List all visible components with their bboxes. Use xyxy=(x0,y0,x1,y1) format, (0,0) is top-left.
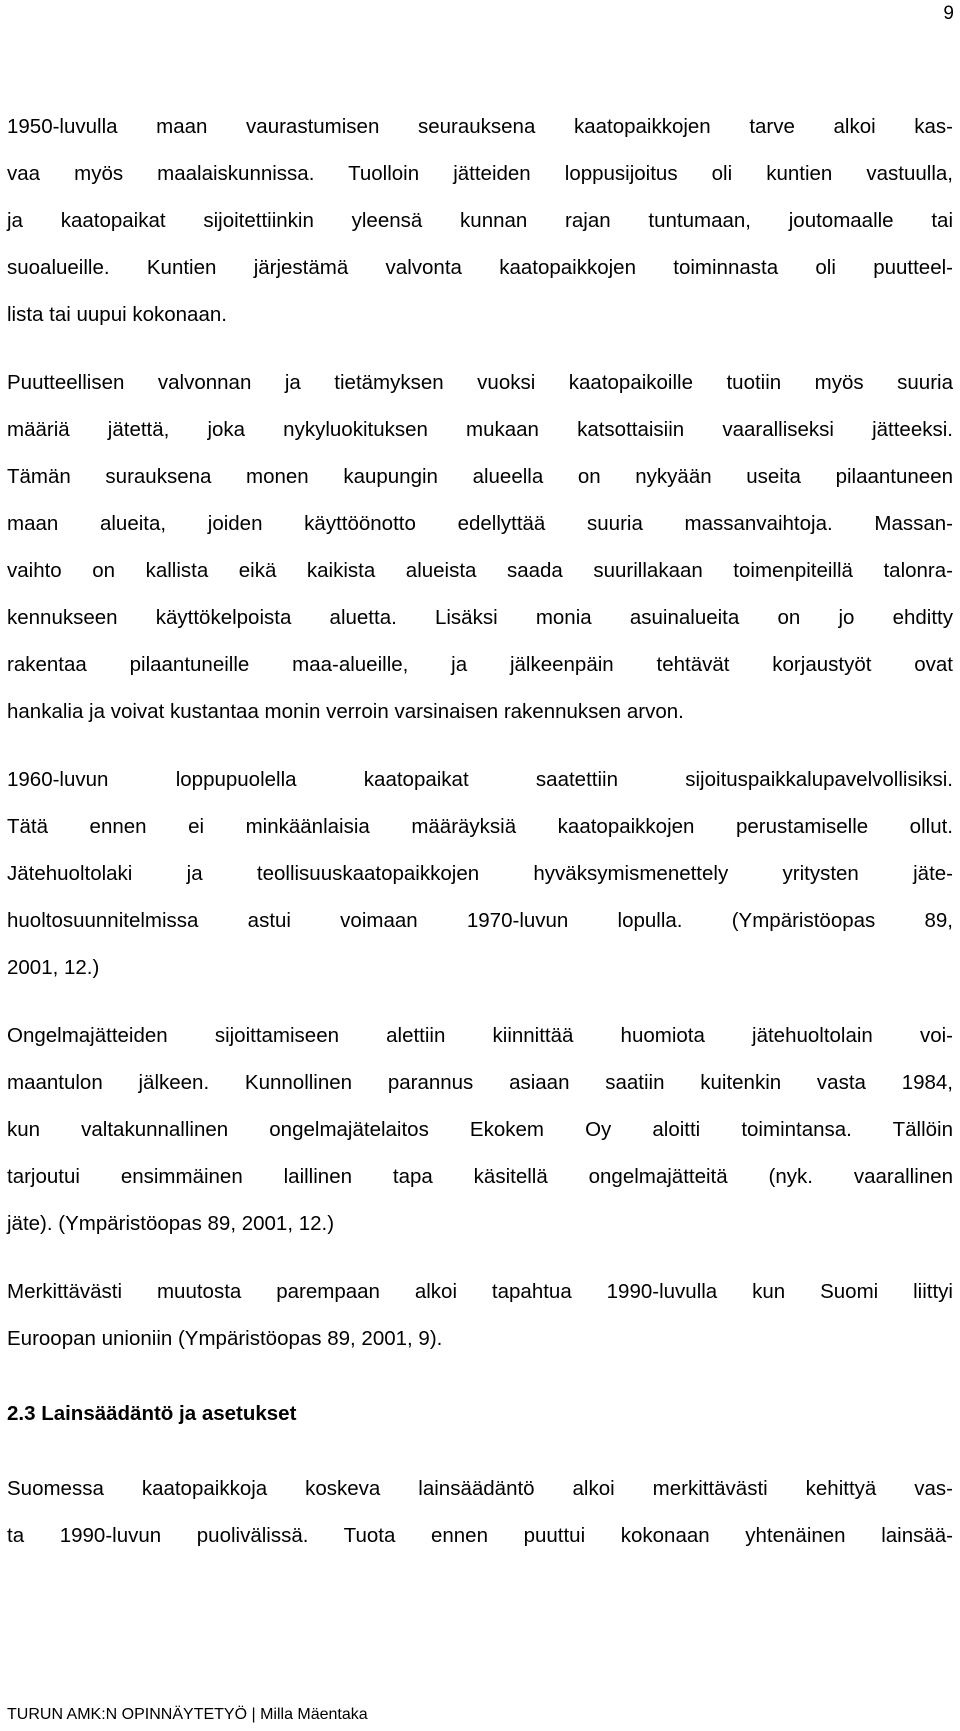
text-line: jäte). (Ympäristöopas 89, 2001, 12.) xyxy=(7,1212,335,1235)
paragraph-3 xyxy=(7,756,953,991)
text-line: maantulon jälkeen. Kunnollinen parannus asiaan saatiin kuitenkin vasta 1984, xyxy=(7,1071,953,1094)
text-line: Tätä ennen ei minkäänlaisia määräyksiä kaatopaikkojen perustamiselle ollut. xyxy=(7,815,953,838)
section-heading: 2.3 Lainsäädäntö ja asetukset xyxy=(7,1402,297,1425)
text-line: vaihto on kallista eikä kaikista alueista saada suurillakaan toimenpiteillä talonra- xyxy=(7,559,953,582)
text-line: ja kaatopaikat sijoitettiinkin yleensä kunnan rajan tuntumaan, joutomaalle tai xyxy=(7,209,953,232)
page-number: 9 xyxy=(943,3,954,24)
paragraph-2 xyxy=(7,359,953,735)
text-line: suoalueille. Kuntien järjestämä valvonta kaatopaikkojen toiminnasta oli puutteel- xyxy=(7,256,953,279)
text-line: vaa myös maalaiskunnissa. Tuolloin jätteiden loppusijoitus oli kuntien vastuulla, xyxy=(7,162,953,185)
text-line: rakentaa pilaantuneille maa-alueille, ja jälkeenpäin tehtävät korjaustyöt ovat xyxy=(7,653,953,676)
text-line: huoltosuunnitelmissa astui voimaan 1970-luvun lopulla. (Ympäristöopas 89, xyxy=(7,909,953,932)
document-body xyxy=(7,103,953,1559)
text-line: hankalia ja voivat kustantaa monin verroin varsinaisen rakennuksen arvon. xyxy=(7,700,684,723)
text-line: Tämän surauksena monen kaupungin alueella on nykyään useita pilaantuneen xyxy=(7,465,953,488)
paragraph-1 xyxy=(7,103,953,338)
text-line: maan alueita, joiden käyttöönotto edellyttää suuria massanvaihtoja. Massan- xyxy=(7,512,953,535)
text-line: Suomessa kaatopaikkoja koskeva lainsäädäntö alkoi merkittävästi kehittyä vas- xyxy=(7,1477,953,1500)
text-line: 2001, 12.) xyxy=(7,956,100,979)
text-line: tarjoutui ensimmäinen laillinen tapa käsitellä ongelmajätteitä (nyk. vaarallinen xyxy=(7,1165,953,1188)
text-line: määriä jätettä, joka nykyluokituksen mukaan katsottaisiin vaaralliseksi jätteeksi. xyxy=(7,418,953,441)
text-line: ta 1990-luvun puolivälissä. Tuota ennen puuttui kokonaan yhtenäinen lainsää- xyxy=(7,1524,953,1547)
text-line: Merkittävästi muutosta parempaan alkoi tapahtua 1990-luvulla kun Suomi liittyi xyxy=(7,1280,953,1303)
text-line: kennukseen käyttökelpoista aluetta. Lisäksi monia asuinalueita on jo ehditty xyxy=(7,606,953,629)
text-line: Ongelmajätteiden sijoittamiseen alettiin kiinnittää huomiota jätehuoltolain voi- xyxy=(7,1024,953,1047)
text-line: kun valtakunnallinen ongelmajätelaitos Ekokem Oy aloitti toimintansa. Tällöin xyxy=(7,1118,953,1141)
section-paragraph xyxy=(7,1465,953,1559)
text-line: Euroopan unioniin (Ympäristöopas 89, 2001, 9). xyxy=(7,1327,443,1350)
page-footer: TURUN AMK:N OPINNÄYTETYÖ | Milla Mäentaka xyxy=(7,1706,368,1723)
text-line: 1960-luvun loppupuolella kaatopaikat saatettiin sijoituspaikkalupavelvollisiksi. xyxy=(7,768,953,791)
text-line: Jätehuoltolaki ja teollisuuskaatopaikkojen hyväksymismenettely yritysten jäte- xyxy=(7,862,953,885)
text-line: Puutteellisen valvonnan ja tietämyksen vuoksi kaatopaikoille tuotiin myös suuria xyxy=(7,371,953,394)
text-line: lista tai uupui kokonaan. xyxy=(7,303,227,326)
paragraph-4 xyxy=(7,1012,953,1247)
paragraph-5 xyxy=(7,1268,953,1362)
text-line: 1950-luvulla maan vaurastumisen seurauksena kaatopaikkojen tarve alkoi kas- xyxy=(7,115,953,138)
